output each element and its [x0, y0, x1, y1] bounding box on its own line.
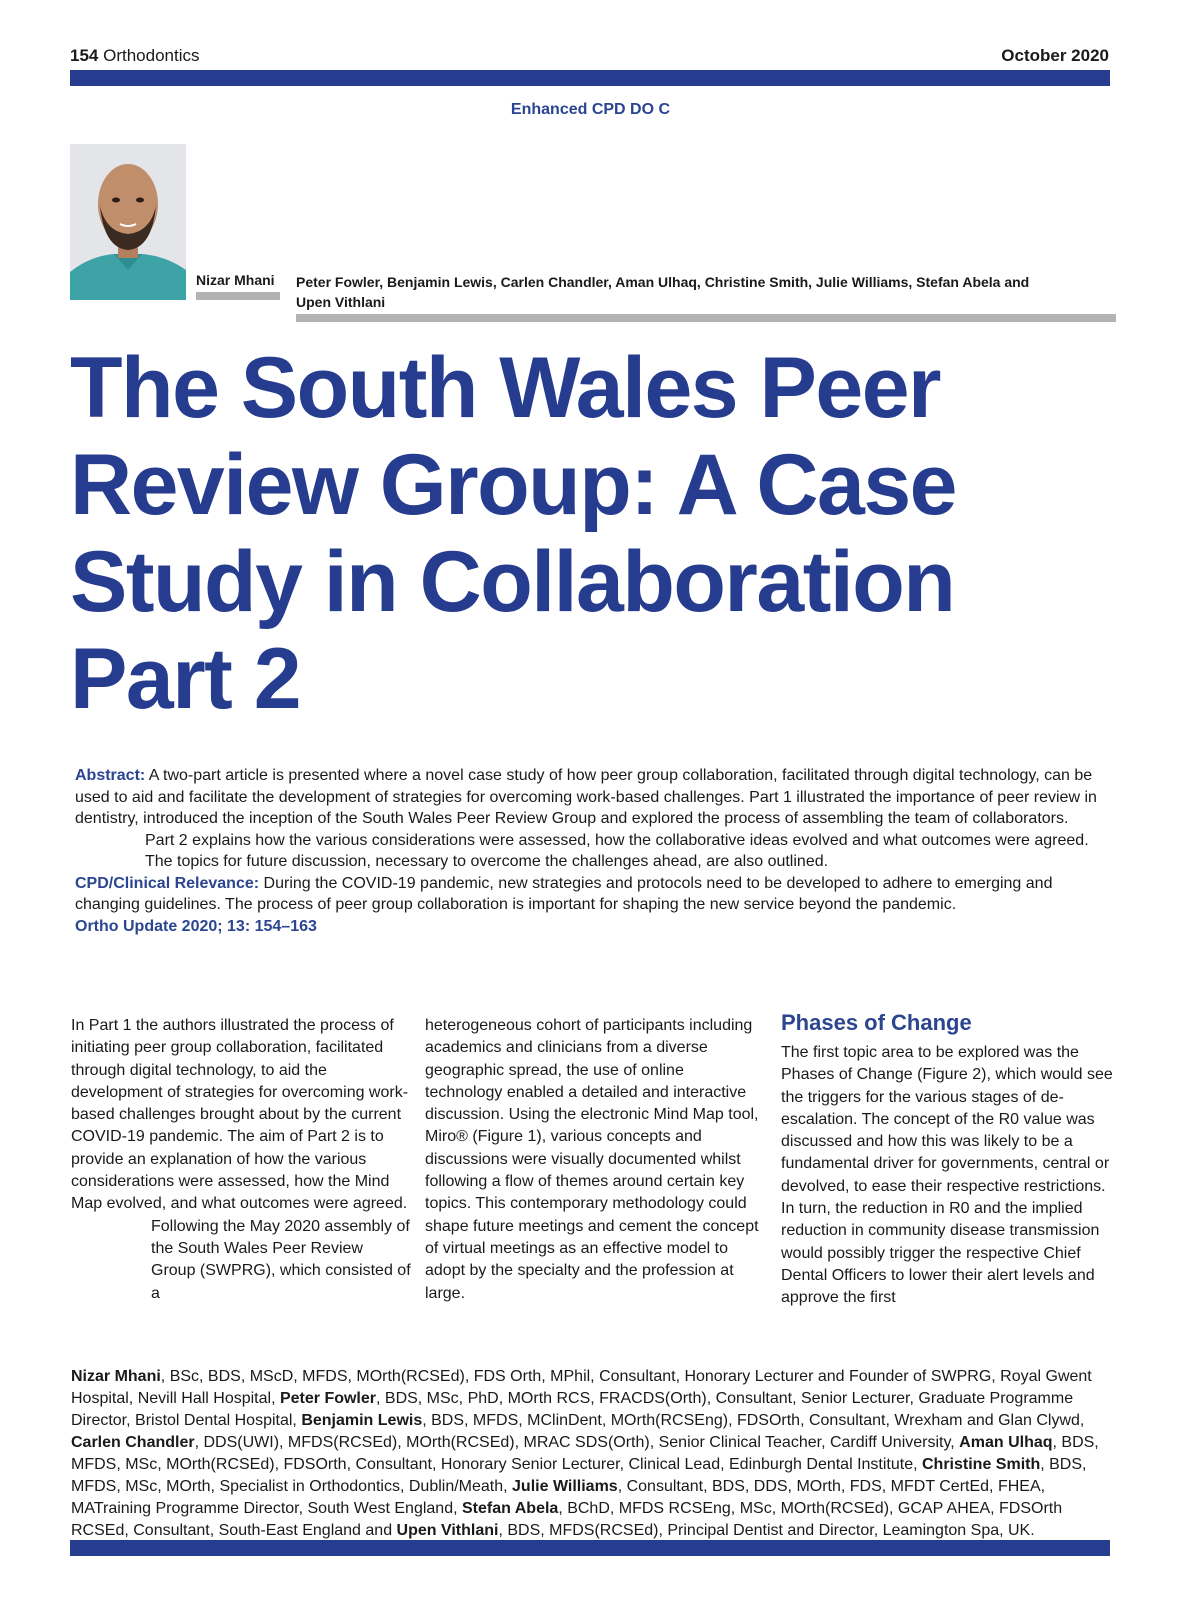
bio-name: Nizar Mhani — [71, 1368, 161, 1385]
bio-text: , BSc, BDS, MScD, MFDS, MOrth(RCSEd), FDS Orth, MPhil, Consultant, Honorary Lecturer and Founder of SWPRG, Royal Gwent Hospital, Nevill Hall Hospital, — [71, 1368, 1092, 1407]
body-column-1 — [71, 1015, 411, 1305]
co-authors-rule — [296, 314, 1116, 322]
cpd-relevance — [75, 873, 1115, 916]
cpd-label: CPD/Clinical Relevance: — [75, 874, 260, 892]
abstract — [75, 765, 1115, 937]
bio-name: Stefan Abela — [461, 1500, 559, 1517]
title-line: The South Wales Peer — [70, 340, 941, 436]
bio-name: Peter Fowler — [279, 1390, 376, 1407]
body-paragraph: heterogeneous cohort of participants including academics and clinicians from a diverse geographic spread, the use of online technology enabled a detailed and interactive discussion. Using the electronic Mind Map tool, Miro® (Figure 1), various concepts and discussions were visually documented whilst following a flow of themes around certain key topics. This contemporary methodology could shape future meetings and cement the concept of virtual meetings as an effective model to adopt by the specialty and the profession at large. — [425, 1017, 759, 1302]
bio-text: , BChD, MFDS RCSEng, MSc, MOrth(RCSEd), GCAP AHEA, FDSOrth RCSEd, Consultant, South-East England and — [71, 1500, 1063, 1539]
bio-name: Carlen Chandler — [71, 1434, 195, 1451]
body-column-2 — [425, 1015, 765, 1305]
author-photo — [70, 144, 186, 300]
bio-name: Christine Smith — [922, 1456, 1041, 1473]
section-heading: Phases of Change — [781, 1010, 972, 1035]
abstract-paragraph — [75, 765, 1115, 830]
body-paragraph: The first topic area to be explored was the Phases of Change (Figure 2), which would see the triggers for the various stages of de-escalation. The concept of the R0 value was discussed and how this was likely to be a fundamental driver for governments, central or devolved, to ease their respective restrictions. In turn, the reduction in R0 and the implied reduction in community disease transmission would possibly trigger the respective Chief Dental Officers to lower their alert levels and approve the first — [781, 1044, 1113, 1307]
bio-text: , DDS(UWI), MFDS(RCSEd), MOrth(RCSEd), MRAC SDS(Orth), Senior Clinical Teacher, Cardiff University, — [194, 1434, 960, 1451]
lead-author: Nizar Mhani — [196, 272, 275, 288]
title-line: Review Group: A Case — [70, 437, 956, 533]
author-bios — [71, 1366, 1121, 1542]
bio-text: , BDS, MSc, PhD, MOrth RCS, FRACDS(Orth), Consultant, Senior Lecturer, Graduate Programme Director, Bristol Dental Hospital, — [71, 1390, 1074, 1429]
title-line: Study in Collaboration — [70, 534, 955, 630]
top-rule — [70, 70, 1110, 86]
abstract-label: Abstract: — [75, 767, 146, 784]
page-header-left — [70, 46, 200, 66]
bio-text: , Consultant, BDS, DDS, MOrth, FDS, MFDT CertEd, FHEA, MATraining Programme Director, South West England, — [71, 1478, 1046, 1517]
bottom-rule — [70, 1540, 1110, 1556]
bio-text: , BDS, MFDS, MClinDent, MOrth(RCSEng), FDSOrth, Consultant, Wrexham and Glan Clywd, — [422, 1412, 1085, 1429]
bio-text: , BDS, MFDS, MSc, MOrth, Specialist in Orthodontics, Dublin/Meath, — [71, 1456, 1087, 1495]
title-line: Part 2 — [70, 631, 301, 727]
bio-name: Upen Vithlani — [396, 1522, 499, 1539]
bio-text: , BDS, MFDS(RCSEd), Principal Dentist and Director, Leamington Spa, UK. — [498, 1522, 1035, 1539]
journal-name: Orthodontics — [103, 46, 200, 65]
bio-name: Aman Ulhaq — [959, 1434, 1053, 1451]
abstract-text: A two-part article is presented where a novel case study of how peer group collaboration, facilitated through digital technology, can be used to aid and facilitate the development of strategies for overcoming work-based challenges. Part 1 illustrated the importance of peer review in dentistry, introduced the inception of the South Wales Peer Review Group and explored the process of assembling the team of collaborators. — [75, 767, 1097, 827]
body-column-3 — [781, 1010, 1117, 1310]
body-paragraph: Following the May 2020 assembly of the South Wales Peer Review Group (SWPRG), which consisted of a — [151, 1217, 411, 1302]
issue-date: October 2020 — [1001, 46, 1109, 65]
lead-author-rule — [196, 292, 280, 300]
bio-name: Julie Williams — [512, 1478, 618, 1495]
citation: Ortho Update 2020; 13: 154–163 — [75, 917, 317, 935]
bio-text: , BDS, MFDS, MSc, MOrth(RCSEd), FDSOrth, Consultant, Honorary Senior Lecturer, Clinical Lead, Edinburgh Dental Institute, — [71, 1434, 1099, 1473]
body-paragraph: In Part 1 the authors illustrated the process of initiating peer group collaboration, facilitated through digital technology, to aid the development of strategies for overcoming work-based challenges brought about by the current COVID-19 pandemic. The aim of Part 2 is to provide an explanation of how the various considerations were assessed, how the Mind Map evolved, and what outcomes were agreed. — [71, 1017, 409, 1213]
abstract-paragraph-2: Part 2 explains how the various considerations were assessed, how the collaborative ideas evolved and what outcomes were agreed. The topics for future discussion, necessary to overcome the challenges ahead, are also outlined. — [145, 831, 1089, 870]
article-title — [70, 340, 1070, 728]
co-authors: Peter Fowler, Benjamin Lewis, Carlen Chandler, Aman Ulhaq, Christine Smith, Julie Williams, Stefan Abela and Upen Vithlani — [296, 274, 1030, 310]
cpd-text: During the COVID-19 pandemic, new strategies and protocols need to be developed to adhere to emerging and changing guidelines. The process of peer group collaboration is important for shaping the new service beyond the pandemic. — [75, 874, 1053, 913]
bio-name: Benjamin Lewis — [301, 1412, 423, 1429]
section-label: Enhanced CPD DO C — [510, 101, 671, 118]
page-number: 154 — [70, 46, 99, 65]
